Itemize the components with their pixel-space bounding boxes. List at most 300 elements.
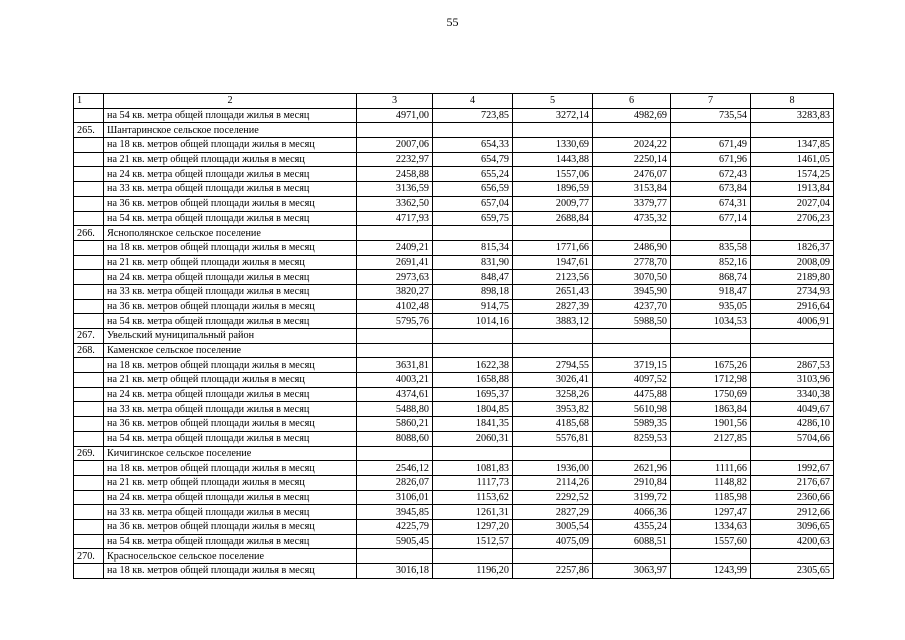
row-label-cell: на 24 кв. метра общей площади жилья в месяц	[104, 167, 357, 182]
value-cell: 3258,26	[513, 387, 593, 402]
value-cell: 2257,86	[513, 564, 593, 579]
row-label-cell: Кичигинское сельское поселение	[104, 446, 357, 461]
value-cell: 1804,85	[433, 402, 513, 417]
row-number-cell	[74, 182, 104, 197]
value-cell: 898,18	[433, 284, 513, 299]
table-row	[74, 417, 834, 432]
value-cell: 3063,97	[593, 564, 671, 579]
value-cell: 2476,07	[593, 167, 671, 182]
value-cell: 654,33	[433, 138, 513, 153]
value-cell: 2651,43	[513, 284, 593, 299]
row-label-cell: Каменское сельское поселение	[104, 343, 357, 358]
row-number-cell	[74, 138, 104, 153]
header-cell: 6	[593, 94, 671, 109]
row-label-cell: на 36 кв. метров общей площади жилья в месяц	[104, 519, 357, 534]
value-cell: 5989,35	[593, 417, 671, 432]
value-cell: 1034,53	[671, 314, 751, 329]
value-cell: 1243,99	[671, 564, 751, 579]
value-cell: 3953,82	[513, 402, 593, 417]
value-cell	[357, 549, 433, 564]
value-cell: 3199,72	[593, 490, 671, 505]
value-cell: 5860,21	[357, 417, 433, 432]
value-cell: 657,04	[433, 196, 513, 211]
value-cell: 2916,64	[751, 299, 834, 314]
value-cell: 815,34	[433, 240, 513, 255]
value-cell: 1913,84	[751, 182, 834, 197]
value-cell: 5576,81	[513, 431, 593, 446]
value-cell: 4102,48	[357, 299, 433, 314]
value-cell: 1081,83	[433, 461, 513, 476]
value-cell: 4075,09	[513, 534, 593, 549]
value-cell: 1557,06	[513, 167, 593, 182]
row-number-cell	[74, 402, 104, 417]
value-cell: 1261,31	[433, 505, 513, 520]
value-cell: 5488,80	[357, 402, 433, 417]
value-cell: 3096,65	[751, 519, 834, 534]
value-cell: 4355,24	[593, 519, 671, 534]
table-row	[74, 108, 834, 123]
header-cell: 7	[671, 94, 751, 109]
value-cell: 2027,04	[751, 196, 834, 211]
value-cell: 654,79	[433, 152, 513, 167]
value-cell: 3719,15	[593, 358, 671, 373]
value-cell: 1461,05	[751, 152, 834, 167]
value-cell: 2794,55	[513, 358, 593, 373]
row-number-cell	[74, 284, 104, 299]
header-cell: 2	[104, 94, 357, 109]
header-cell: 8	[751, 94, 834, 109]
value-cell: 2734,93	[751, 284, 834, 299]
value-cell: 8088,60	[357, 431, 433, 446]
table-row	[74, 226, 834, 241]
table-row	[74, 196, 834, 211]
value-cell: 2060,31	[433, 431, 513, 446]
value-cell	[433, 549, 513, 564]
value-cell	[593, 549, 671, 564]
value-cell: 3362,50	[357, 196, 433, 211]
value-cell: 2826,07	[357, 475, 433, 490]
value-cell	[513, 343, 593, 358]
table-row	[74, 123, 834, 138]
value-cell: 4735,32	[593, 211, 671, 226]
value-cell: 2912,66	[751, 505, 834, 520]
value-cell: 2127,85	[671, 431, 751, 446]
row-number-cell: 267.	[74, 329, 104, 344]
value-cell: 3631,81	[357, 358, 433, 373]
value-cell: 4003,21	[357, 373, 433, 388]
row-number-cell	[74, 387, 104, 402]
tariff-table	[73, 93, 834, 579]
value-cell	[357, 446, 433, 461]
row-label-cell: на 33 кв. метра общей площади жилья в месяц	[104, 505, 357, 520]
value-cell	[513, 549, 593, 564]
value-cell: 4049,67	[751, 402, 834, 417]
row-label-cell: на 33 кв. метра общей площади жилья в месяц	[104, 284, 357, 299]
value-cell: 1750,69	[671, 387, 751, 402]
value-cell: 1622,38	[433, 358, 513, 373]
table-row	[74, 519, 834, 534]
value-cell: 1148,82	[671, 475, 751, 490]
value-cell: 1557,60	[671, 534, 751, 549]
value-cell: 4225,79	[357, 519, 433, 534]
header-cell: 3	[357, 94, 433, 109]
table-row	[74, 167, 834, 182]
value-cell	[357, 123, 433, 138]
value-cell: 1330,69	[513, 138, 593, 153]
row-number-cell	[74, 490, 104, 505]
value-cell: 659,75	[433, 211, 513, 226]
value-cell: 2176,67	[751, 475, 834, 490]
table-row	[74, 475, 834, 490]
table-row	[74, 284, 834, 299]
value-cell	[751, 329, 834, 344]
value-cell: 2008,09	[751, 255, 834, 270]
value-cell: 674,31	[671, 196, 751, 211]
value-cell: 1117,73	[433, 475, 513, 490]
value-cell	[433, 343, 513, 358]
row-number-cell	[74, 534, 104, 549]
value-cell: 3026,41	[513, 373, 593, 388]
value-cell: 1936,00	[513, 461, 593, 476]
value-cell: 3379,77	[593, 196, 671, 211]
value-cell: 5905,45	[357, 534, 433, 549]
value-cell	[433, 446, 513, 461]
value-cell: 2910,84	[593, 475, 671, 490]
value-cell: 4185,68	[513, 417, 593, 432]
row-number-cell	[74, 167, 104, 182]
value-cell: 835,58	[671, 240, 751, 255]
row-number-cell	[74, 519, 104, 534]
row-label-cell: на 54 кв. метра общей площади жилья в месяц	[104, 534, 357, 549]
value-cell: 3103,96	[751, 373, 834, 388]
row-number-cell: 269.	[74, 446, 104, 461]
row-number-cell	[74, 255, 104, 270]
value-cell: 1901,56	[671, 417, 751, 432]
header-cell: 5	[513, 94, 593, 109]
value-cell: 4475,88	[593, 387, 671, 402]
value-cell: 3153,84	[593, 182, 671, 197]
value-cell: 4982,69	[593, 108, 671, 123]
page-number: 55	[446, 15, 459, 29]
row-label-cell: на 18 кв. метров общей площади жилья в месяц	[104, 564, 357, 579]
value-cell: 735,54	[671, 108, 751, 123]
table-row	[74, 152, 834, 167]
value-cell: 3945,90	[593, 284, 671, 299]
row-number-cell	[74, 108, 104, 123]
row-number-cell	[74, 240, 104, 255]
row-number-cell	[74, 475, 104, 490]
value-cell: 672,43	[671, 167, 751, 182]
value-cell: 1658,88	[433, 373, 513, 388]
row-label-cell: на 36 кв. метров общей площади жилья в месяц	[104, 196, 357, 211]
value-cell: 6088,51	[593, 534, 671, 549]
value-cell: 1771,66	[513, 240, 593, 255]
value-cell: 2123,56	[513, 270, 593, 285]
row-number-cell	[74, 417, 104, 432]
value-cell: 2778,70	[593, 255, 671, 270]
value-cell: 1695,37	[433, 387, 513, 402]
row-label-cell: на 24 кв. метра общей площади жилья в месяц	[104, 490, 357, 505]
value-cell: 1111,66	[671, 461, 751, 476]
value-cell: 1992,67	[751, 461, 834, 476]
value-cell	[593, 123, 671, 138]
value-cell: 1297,47	[671, 505, 751, 520]
value-cell: 3945,85	[357, 505, 433, 520]
header-row	[74, 94, 834, 109]
value-cell	[593, 446, 671, 461]
value-cell: 673,84	[671, 182, 751, 197]
row-number-cell: 268.	[74, 343, 104, 358]
value-cell: 2232,97	[357, 152, 433, 167]
value-cell: 656,59	[433, 182, 513, 197]
value-cell: 677,14	[671, 211, 751, 226]
value-cell	[751, 123, 834, 138]
value-cell: 3070,50	[593, 270, 671, 285]
value-cell: 1153,62	[433, 490, 513, 505]
value-cell: 1512,57	[433, 534, 513, 549]
value-cell: 1196,20	[433, 564, 513, 579]
table-row	[74, 240, 834, 255]
value-cell: 2292,52	[513, 490, 593, 505]
value-cell: 5704,66	[751, 431, 834, 446]
value-cell: 1347,85	[751, 138, 834, 153]
row-number-cell	[74, 564, 104, 579]
value-cell: 3883,12	[513, 314, 593, 329]
row-number-cell: 266.	[74, 226, 104, 241]
value-cell	[671, 446, 751, 461]
value-cell: 2827,29	[513, 505, 593, 520]
row-label-cell: Красносельское сельское поселение	[104, 549, 357, 564]
value-cell: 4066,36	[593, 505, 671, 520]
value-cell: 5610,98	[593, 402, 671, 417]
value-cell: 2458,88	[357, 167, 433, 182]
value-cell	[671, 343, 751, 358]
value-cell: 914,75	[433, 299, 513, 314]
table-row	[74, 314, 834, 329]
value-cell: 1896,59	[513, 182, 593, 197]
row-label-cell: на 33 кв. метра общей площади жилья в месяц	[104, 182, 357, 197]
value-cell: 671,49	[671, 138, 751, 153]
value-cell: 3283,83	[751, 108, 834, 123]
value-cell: 2706,23	[751, 211, 834, 226]
row-number-cell	[74, 211, 104, 226]
value-cell	[433, 329, 513, 344]
row-label-cell: на 54 кв. метра общей площади жилья в месяц	[104, 108, 357, 123]
value-cell: 1574,25	[751, 167, 834, 182]
value-cell: 1185,98	[671, 490, 751, 505]
row-label-cell: на 18 кв. метров общей площади жилья в месяц	[104, 240, 357, 255]
value-cell: 1297,20	[433, 519, 513, 534]
row-label-cell: на 54 кв. метра общей площади жилья в месяц	[104, 314, 357, 329]
table-header	[74, 94, 834, 109]
row-number-cell	[74, 152, 104, 167]
table-row	[74, 373, 834, 388]
value-cell: 3272,14	[513, 108, 593, 123]
value-cell	[357, 329, 433, 344]
row-label-cell: на 21 кв. метр общей площади жилья в месяц	[104, 152, 357, 167]
value-cell: 723,85	[433, 108, 513, 123]
value-cell	[751, 226, 834, 241]
value-cell	[671, 329, 751, 344]
table-row	[74, 549, 834, 564]
value-cell: 1947,61	[513, 255, 593, 270]
value-cell: 935,05	[671, 299, 751, 314]
table-row	[74, 534, 834, 549]
row-label-cell: на 36 кв. метров общей площади жилья в месяц	[104, 299, 357, 314]
value-cell: 831,90	[433, 255, 513, 270]
row-label-cell: на 33 кв. метра общей площади жилья в месяц	[104, 402, 357, 417]
table-row	[74, 329, 834, 344]
row-label-cell: на 18 кв. метров общей площади жилья в месяц	[104, 461, 357, 476]
value-cell	[433, 123, 513, 138]
table-row	[74, 138, 834, 153]
value-cell	[513, 329, 593, 344]
row-number-cell	[74, 196, 104, 211]
table-row	[74, 461, 834, 476]
value-cell: 4374,61	[357, 387, 433, 402]
row-label-cell: на 18 кв. метров общей площади жилья в месяц	[104, 358, 357, 373]
value-cell: 5795,76	[357, 314, 433, 329]
value-cell: 1826,37	[751, 240, 834, 255]
row-number-cell	[74, 358, 104, 373]
table-row	[74, 446, 834, 461]
value-cell: 4097,52	[593, 373, 671, 388]
value-cell	[513, 226, 593, 241]
table-row	[74, 211, 834, 226]
value-cell: 4717,93	[357, 211, 433, 226]
row-label-cell: на 21 кв. метр общей площади жилья в месяц	[104, 255, 357, 270]
row-number-cell: 270.	[74, 549, 104, 564]
value-cell: 2827,39	[513, 299, 593, 314]
value-cell: 2621,96	[593, 461, 671, 476]
value-cell: 1334,63	[671, 519, 751, 534]
value-cell: 2691,41	[357, 255, 433, 270]
row-number-cell	[74, 461, 104, 476]
value-cell: 4237,70	[593, 299, 671, 314]
row-label-cell: на 24 кв. метра общей площади жилья в месяц	[104, 270, 357, 285]
row-label-cell: на 54 кв. метра общей площади жилья в месяц	[104, 431, 357, 446]
row-label-cell: на 36 кв. метров общей площади жилья в месяц	[104, 417, 357, 432]
value-cell: 2024,22	[593, 138, 671, 153]
value-cell: 3005,54	[513, 519, 593, 534]
value-cell	[751, 549, 834, 564]
table-row	[74, 182, 834, 197]
value-cell: 1712,98	[671, 373, 751, 388]
table-row	[74, 387, 834, 402]
value-cell	[671, 226, 751, 241]
row-number-cell	[74, 270, 104, 285]
value-cell: 2114,26	[513, 475, 593, 490]
row-label-cell: Яснополянское сельское поселение	[104, 226, 357, 241]
table-body	[74, 108, 834, 578]
header-cell: 4	[433, 94, 513, 109]
value-cell	[751, 343, 834, 358]
row-number-cell	[74, 431, 104, 446]
value-cell: 8259,53	[593, 431, 671, 446]
row-number-cell	[74, 505, 104, 520]
value-cell: 655,24	[433, 167, 513, 182]
value-cell: 2867,53	[751, 358, 834, 373]
value-cell: 1841,35	[433, 417, 513, 432]
value-cell: 3106,01	[357, 490, 433, 505]
row-number-cell	[74, 299, 104, 314]
value-cell	[433, 226, 513, 241]
value-cell	[671, 549, 751, 564]
value-cell: 4200,63	[751, 534, 834, 549]
value-cell	[593, 329, 671, 344]
row-label-cell: на 18 кв. метров общей площади жилья в месяц	[104, 138, 357, 153]
value-cell: 2007,06	[357, 138, 433, 153]
value-cell	[357, 343, 433, 358]
value-cell: 2409,21	[357, 240, 433, 255]
header-cell: 1	[74, 94, 104, 109]
row-label-cell: Шантаринское сельское поселение	[104, 123, 357, 138]
value-cell: 4006,91	[751, 314, 834, 329]
value-cell	[513, 123, 593, 138]
row-label-cell: на 21 кв. метр общей площади жилья в месяц	[104, 373, 357, 388]
value-cell	[513, 446, 593, 461]
value-cell: 2009,77	[513, 196, 593, 211]
value-cell: 2486,90	[593, 240, 671, 255]
table-row	[74, 431, 834, 446]
value-cell: 671,96	[671, 152, 751, 167]
value-cell: 2973,63	[357, 270, 433, 285]
row-label-cell: Увельский муниципальный район	[104, 329, 357, 344]
value-cell	[593, 343, 671, 358]
table-row	[74, 505, 834, 520]
value-cell	[671, 123, 751, 138]
row-label-cell: на 21 кв. метр общей площади жилья в месяц	[104, 475, 357, 490]
value-cell: 4971,00	[357, 108, 433, 123]
value-cell	[593, 226, 671, 241]
value-cell: 1863,84	[671, 402, 751, 417]
row-label-cell: на 24 кв. метра общей площади жилья в месяц	[104, 387, 357, 402]
row-number-cell	[74, 314, 104, 329]
table-row	[74, 490, 834, 505]
value-cell: 3016,18	[357, 564, 433, 579]
value-cell: 2546,12	[357, 461, 433, 476]
value-cell: 1675,26	[671, 358, 751, 373]
table-row	[74, 255, 834, 270]
value-cell: 918,47	[671, 284, 751, 299]
value-cell: 3136,59	[357, 182, 433, 197]
value-cell: 2189,80	[751, 270, 834, 285]
row-label-cell: на 54 кв. метра общей площади жилья в месяц	[104, 211, 357, 226]
value-cell: 2250,14	[593, 152, 671, 167]
table-row	[74, 358, 834, 373]
value-cell: 852,16	[671, 255, 751, 270]
table-row	[74, 343, 834, 358]
value-cell: 2360,66	[751, 490, 834, 505]
value-cell	[751, 446, 834, 461]
value-cell: 848,47	[433, 270, 513, 285]
row-number-cell: 265.	[74, 123, 104, 138]
value-cell: 5988,50	[593, 314, 671, 329]
value-cell: 3820,27	[357, 284, 433, 299]
value-cell: 1014,16	[433, 314, 513, 329]
value-cell: 2305,65	[751, 564, 834, 579]
table-row	[74, 564, 834, 579]
value-cell: 868,74	[671, 270, 751, 285]
table-row	[74, 299, 834, 314]
table-row	[74, 402, 834, 417]
value-cell: 4286,10	[751, 417, 834, 432]
value-cell: 3340,38	[751, 387, 834, 402]
value-cell: 2688,84	[513, 211, 593, 226]
value-cell	[357, 226, 433, 241]
table-row	[74, 270, 834, 285]
row-number-cell	[74, 373, 104, 388]
